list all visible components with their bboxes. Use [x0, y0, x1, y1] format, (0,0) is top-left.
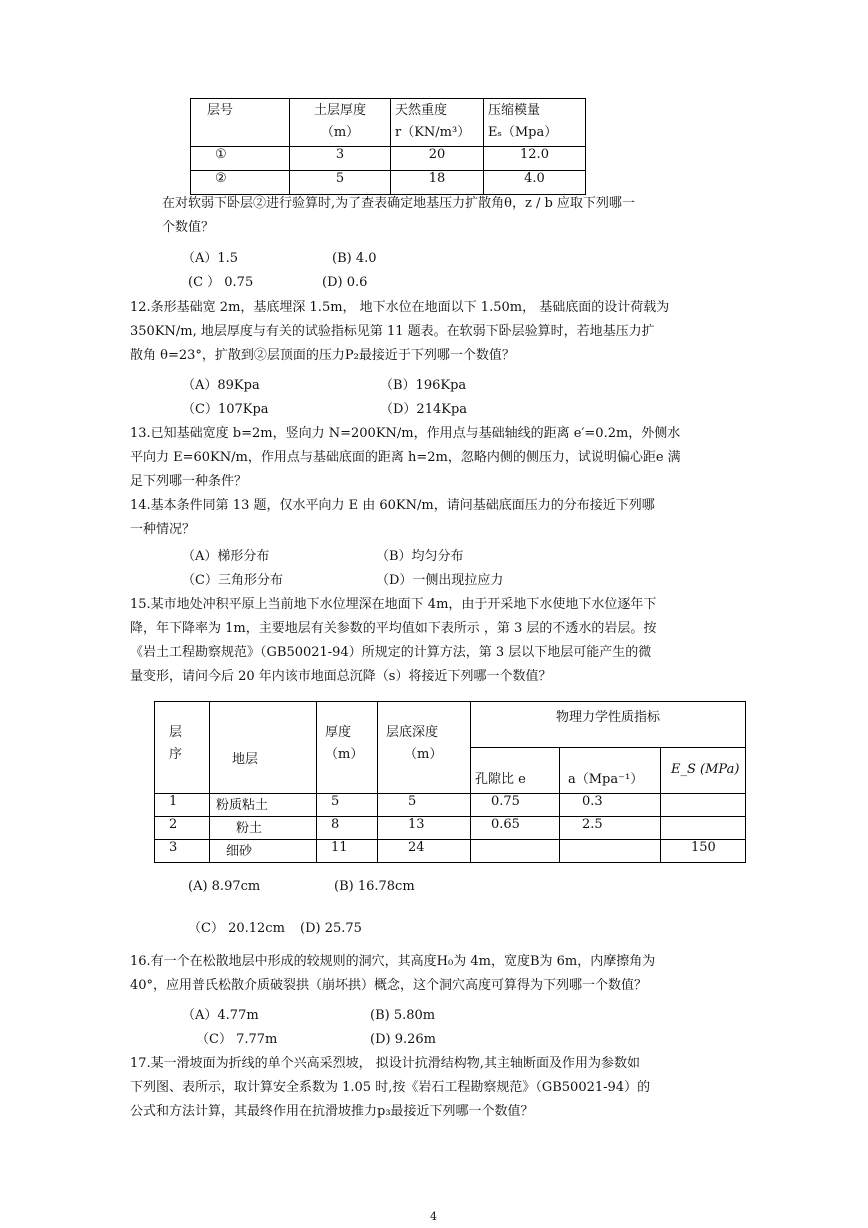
q12-line3: 散角 θ=23°，扩散到②层顶面的压力P₂最接近于下列哪一个数值？: [130, 348, 515, 363]
table-cell: 0.65: [471, 817, 560, 840]
table-cell: 0.75: [471, 794, 560, 817]
header-text: 物理力学性质指标: [555, 710, 660, 725]
table-cell: [560, 840, 661, 863]
q11-text-line2: 个数值？: [162, 220, 215, 235]
q15-option-d: (D) 25.75: [300, 921, 362, 936]
q16-option-b: (B) 5.80m: [370, 1008, 436, 1023]
table-cell: 3: [290, 147, 391, 171]
q12-option-b: （B）196Kpa: [380, 378, 467, 393]
q15-option-c: （C） 20.12cm: [188, 921, 285, 936]
table-row: [155, 840, 746, 863]
q15-option-a: (A) 8.97cm: [188, 879, 261, 894]
q13-line3: 足下列哪一种条件？: [130, 474, 248, 489]
table-row: [155, 817, 746, 840]
table1-header-weight: [391, 99, 484, 147]
table-cell: 细砂: [210, 840, 317, 863]
q15-option-b: (B) 16.78cm: [334, 879, 415, 894]
q16-option-a: （A）4.77m: [182, 1008, 259, 1023]
table-cell: 5: [378, 794, 471, 817]
table2-header-es: [661, 748, 746, 794]
table-cell: [471, 840, 560, 863]
q12-line2: 350KN/m, 地层厚度与有关的试验指标见第 11 题表。在软弱下卧层验算时，若地基压力扩: [130, 324, 655, 339]
table-cell: 11: [317, 840, 378, 863]
table-cell: 13: [378, 817, 471, 840]
header-text: 层号: [207, 103, 234, 118]
header-text: 地层: [232, 752, 259, 767]
page-number: 4: [430, 1210, 437, 1223]
header-text: 土层厚度: [313, 103, 366, 118]
table-cell: 18: [391, 171, 484, 195]
table2-header-group: [471, 702, 746, 748]
table-cell: 5: [290, 171, 391, 195]
header-unit: （m）: [325, 747, 364, 762]
header-text: 层: [169, 725, 183, 740]
table-cell: ①: [191, 147, 290, 171]
q13-line1: 13.已知基础宽度 b=2m，竖向力 N=200KN/m，作用点与基础轴线的距离 e′=0.2m，外侧水: [130, 426, 681, 441]
q12-option-a: （A）89Kpa: [182, 378, 260, 393]
header-text: a（Mpa⁻¹）: [568, 772, 644, 787]
header-text: 孔隙比 e: [475, 772, 526, 787]
table-cell: 粉土: [210, 817, 317, 840]
q16-option-c: （C） 7.77m: [196, 1032, 278, 1047]
header-text: 天然重度: [395, 103, 448, 118]
q12-option-c: （C）107Kpa: [182, 402, 269, 417]
q16-line2: 40°，应用普氏松散介质破裂拱（崩坏拱）概念，这个洞穴高度可算得为下列哪一个数值？: [130, 978, 648, 993]
table-cell: 粉质粘土: [210, 794, 317, 817]
table1-header-modulus: [484, 99, 586, 147]
table2-header-layer: [210, 702, 317, 794]
table-cell: 2.5: [560, 817, 661, 840]
q15-line4: 量变形，请问今后 20 年内该市地面总沉降（s）将接近下列哪一个数值？: [130, 669, 552, 684]
table-row: [155, 794, 746, 817]
table-cell: 2: [155, 817, 210, 840]
q11-option-d: (D) 0.6: [322, 275, 368, 290]
table-cell: 3: [155, 840, 210, 863]
q12-option-d: （D）214Kpa: [380, 402, 468, 417]
table-cell: ②: [191, 171, 290, 195]
q14-option-b: （B）均匀分布: [376, 549, 464, 564]
q17-line3: 公式和方法计算，其最终作用在抗滑坡推力p₃最接近下列哪一个数值？: [130, 1104, 534, 1119]
q16-line1: 16.有一个在松散地层中形成的较规则的洞穴，其高度H₀为 4m，宽度B为 6m，内摩擦角为: [130, 954, 656, 969]
table-cell: 1: [155, 794, 210, 817]
soil-properties-table: [154, 701, 746, 863]
table-cell: 4.0: [484, 171, 586, 195]
q15-line3: 《岩土工程勘察规范》（GB50021-94）所规定的计算方法，第 3 层以下地层可能产生的微: [130, 645, 652, 660]
header-text: 序: [169, 747, 183, 762]
table-cell: 0.3: [560, 794, 661, 817]
soil-layer-table: [190, 98, 586, 195]
q14-option-d: （D）一侧出现拉应力: [376, 573, 504, 588]
header-unit: （m）: [404, 747, 443, 762]
table1-header-layer: [191, 99, 290, 147]
header-unit: （m）: [320, 125, 360, 140]
q11-text-line1: 在对软弱下卧层②进行验算时,为了查表确定地基压力扩散角θ，z / b 应取下列哪一: [162, 196, 635, 211]
es-label: E_S (MPa): [671, 762, 740, 777]
header-text: [671, 762, 741, 777]
q16-option-d: (D) 9.26m: [370, 1032, 436, 1047]
table2-header-e: [471, 748, 560, 794]
table-cell: 20: [391, 147, 484, 171]
q12-line1: 12.条形基础宽 2m，基底埋深 1.5m， 地下水位在地面以下 1.50m， 基础底面的设计荷载为: [130, 300, 670, 315]
table-row: [191, 147, 586, 171]
table-cell: 5: [317, 794, 378, 817]
q11-option-b: (B) 4.0: [332, 251, 377, 266]
header-unit: r（KN/m³）: [395, 125, 471, 140]
table2-header-depth: [378, 702, 471, 794]
table-cell: [661, 817, 746, 840]
table-cell: 24: [378, 840, 471, 863]
table2-header-seq: [155, 702, 210, 794]
q15-line1: 15.某市地处冲积平原上当前地下水位埋深在地面下 4m，由于开采地下水使地下水位逐年下: [130, 597, 657, 612]
table-cell: 150: [661, 840, 746, 863]
q17-line2: 下列图、表所示，取计算安全系数为 1.05 时,按《岩石工程勘察规范》（GB50021-94）的: [130, 1080, 651, 1095]
q13-line2: 平向力 E=60KN/m，作用点与基础底面的距离 h=2m，忽略内侧的侧压力，试说明偏心距e 满: [130, 450, 681, 465]
q15-line2: 降，年下降率为 1m，主要地层有关参数的平均值如下表所示 ，第 3 层的不透水的岩层。按: [130, 621, 657, 636]
header-text: 层底深度: [386, 725, 439, 740]
q17-line1: 17.某一滑坡面为折线的单个兴高采烈坡， 拟设计抗滑结构物,其主轴断面及作用为参数如: [130, 1056, 640, 1071]
table-cell: 12.0: [484, 147, 586, 171]
q14-line1: 14.基本条件同第 13 题，仅水平向力 E 由 60KN/m，请问基础底面压力的分布接近下列哪: [130, 498, 655, 513]
q14-option-a: （A）梯形分布: [182, 549, 270, 564]
table1-header-thickness: [290, 99, 391, 147]
q11-option-a: （A）1.5: [182, 251, 239, 266]
table-cell: 8: [317, 817, 378, 840]
q14-option-c: （C）三角形分布: [182, 573, 283, 588]
q14-line2: 一种情况？: [130, 522, 196, 537]
header-text: 厚度: [325, 725, 352, 740]
header-unit: Eₛ（Mpa）: [488, 125, 558, 140]
table-cell: [661, 794, 746, 817]
table2-header-a: [560, 748, 661, 794]
q11-option-c: (C ） 0.75: [188, 275, 254, 290]
table2-header-thickness: [317, 702, 378, 794]
header-text: 压缩模量: [488, 103, 541, 118]
table-row: [191, 171, 586, 195]
